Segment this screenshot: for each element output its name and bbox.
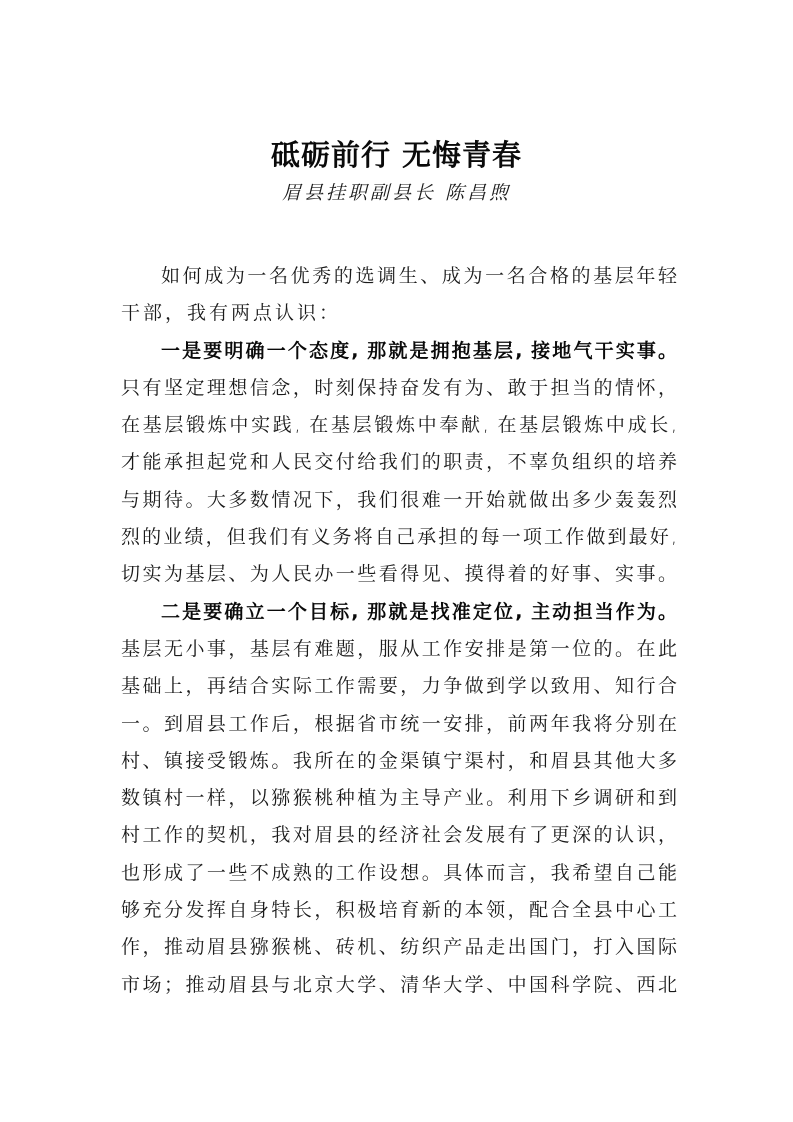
body-line: 在基层锻炼中实践, 在基层锻炼中奉献, 在基层锻炼中成长,	[121, 414, 677, 437]
body-line: 切实为基层、为人民办一些看得见、摸得着的好事、实事。	[121, 563, 677, 586]
body-line: 数镇村一样，以猕猴桃种植为主导产业。利用下乡调研和到	[121, 787, 677, 810]
body-line: 基础上，再结合实际工作需要，力争做到学以致用、知行合	[121, 675, 677, 698]
body-line: 够充分发挥自身特长，积极培育新的本领，配合全县中心工	[121, 899, 677, 922]
document-title: 砥砺前行 无悔青春	[270, 138, 523, 172]
body-line: 基层无小事，基层有难题，服从工作安排是第一位的。在此	[121, 637, 677, 660]
body-line: 烈的业绩，但我们有义务将自己承担的每一项工作做到最好,	[121, 526, 677, 549]
body-line: 只有坚定理想信念，时刻保持奋发有为、敢于担当的情怀，	[121, 376, 677, 399]
body-line: 与期待。大多数情况下，我们很难一开始就做出多少轰轰烈	[121, 488, 677, 511]
author-byline: 眉县挂职副县长 陈昌煦	[281, 182, 512, 204]
body-line: 村、镇接受锻炼。我所在的金渠镇宁渠村，和眉县其他大多	[121, 749, 677, 772]
body-line: 也形成了一些不成熟的工作设想。具体而言，我希望自己能	[121, 861, 677, 884]
body-line: 干部，我有两点认识：	[121, 302, 342, 325]
body-line: 如何成为一名优秀的选调生、成为一名合格的基层年轻	[161, 265, 677, 287]
body-line: 才能承担起党和人民交付给我们的职责，不辜负组织的培养	[121, 451, 677, 474]
section-heading-line: 一是要明确一个态度, 那就是拥抱基层, 接地气干实事。	[161, 339, 677, 362]
body-line: 作，推动眉县猕猴桃、砖机、纺织产品走出国门，打入国际	[121, 936, 677, 959]
body-line: 村工作的契机，我对眉县的经济社会发展有了更深的认识，	[121, 824, 677, 847]
document-body	[121, 258, 677, 1004]
body-line: 市场；推动眉县与北京大学、清华大学、中国科学院、西北	[121, 973, 677, 996]
section-heading-line: 二是要确立一个目标, 那就是找准定位, 主动担当作为。	[161, 600, 677, 623]
body-line: 一。到眉县工作后，根据省市统一安排，前两年我将分别在	[121, 712, 677, 735]
